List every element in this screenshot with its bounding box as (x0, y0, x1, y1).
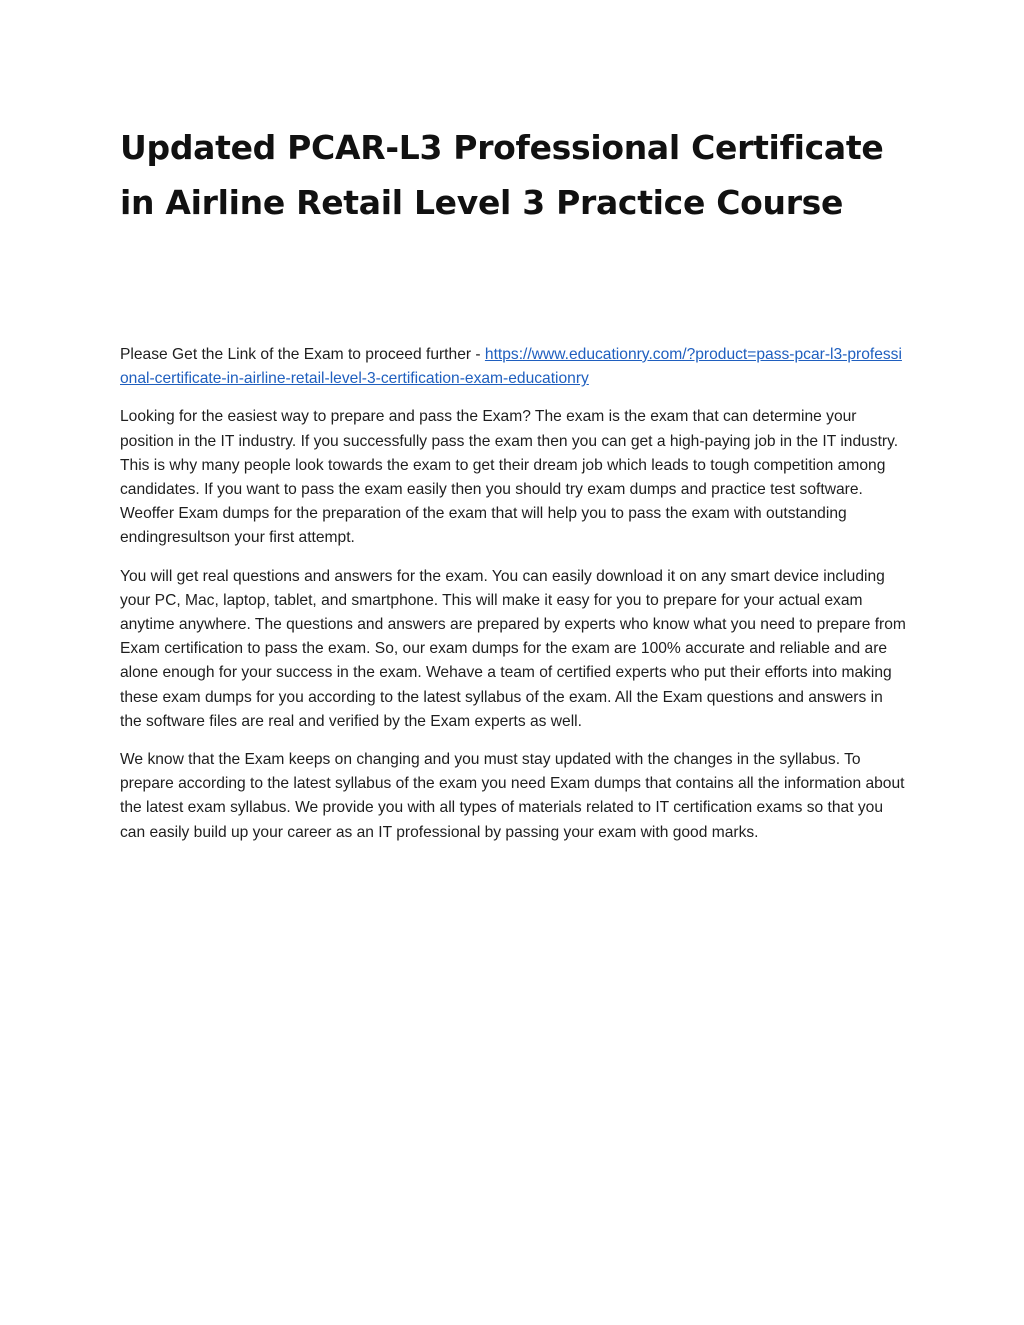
document-body (120, 343, 906, 859)
paragraph-3: We know that the Exam keeps on changing and you must stay updated with the changes in the syllabus. To prepare according to the latest syllabus of the exam you need Exam dumps that contains all the information about the latest exam syllabus. We provide you with all types of materials related to IT certification exams so that you can easily build up your career as an IT professional by passing your exam with good marks. (120, 751, 905, 841)
intro-text: Please Get the Link of the Exam to proceed further - (120, 346, 485, 363)
paragraph-1: Looking for the easiest way to prepare and pass the Exam? The exam is the exam that can determine your position in the IT industry. If you successfully pass the exam then you can get a high-paying job in the IT industry. This is why many people look towards the exam to get their dream job which leads to tough competition among candidates. If you want to pass the exam easily then you should try exam dumps and practice test software. Weoffer Exam dumps for the preparation of the exam that will help you to pass the exam with outstanding endingresultson your first attempt. (120, 408, 899, 547)
document-title: Updated PCAR-L3 Professional Certificate in Airline Retail Level 3 Practice Course (120, 128, 884, 222)
exam-link[interactable]: https://www.educationry.com/?product=pass-pcar-l3-professional-certificate-in-airline-retail-level-3-certification-exam-educationry (120, 346, 902, 388)
paragraph-2: You will get real questions and answers for the exam. You can easily download it on any smart device including your PC, Mac, laptop, tablet, and smartphone. This will make it easy for you to prepare for your actual exam anytime anywhere. The questions and answers are prepared by experts who know what you need to prepare from Exam certification to pass the exam. So, our exam dumps for the exam are 100% accurate and reliable and are alone enough for your success in the exam. Wehave a team of certified experts who put their efforts into making these exam dumps for you according to the latest syllabus of the exam. All the Exam questions and answers in the software files are real and verified by the Exam experts as well. (120, 567, 906, 730)
intro-paragraph (120, 343, 906, 391)
